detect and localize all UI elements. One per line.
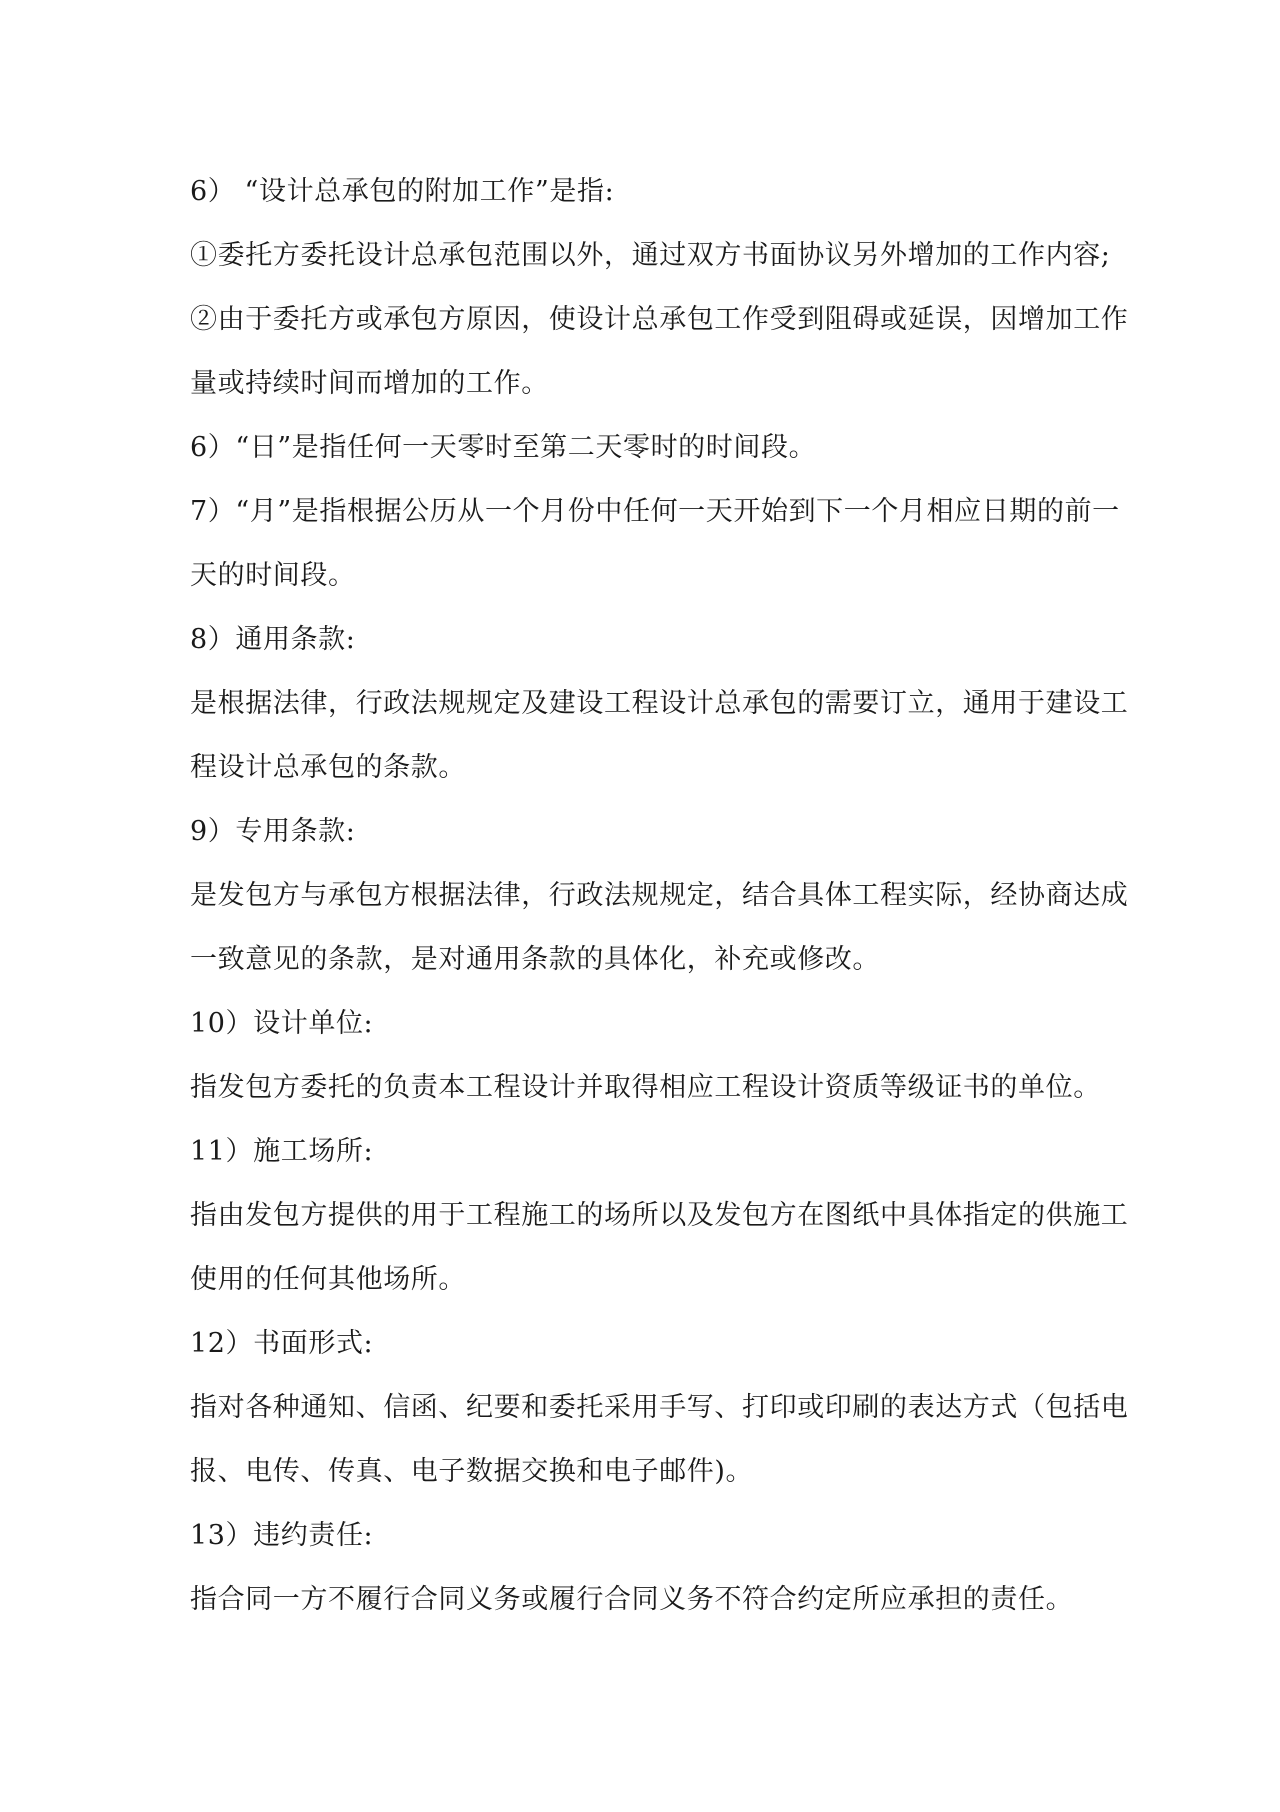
section-heading: 10）设计单位:: [190, 1008, 374, 1039]
text-line: 使用的任何其他场所。: [190, 1264, 466, 1295]
text-line: 指合同一方不履行合同义务或履行合同义务不符合约定所应承担的责任。: [190, 1584, 1074, 1615]
text-line: ①委托方委托设计总承包范围以外，通过双方书面协议另外增加的工作内容;: [190, 240, 1111, 271]
text-line: 指发包方委托的负责本工程设计并取得相应工程设计资质等级证书的单位。: [190, 1072, 1101, 1103]
section-heading: 12）书面形式:: [190, 1328, 374, 1359]
text-line: 天的时间段。: [190, 560, 356, 591]
document-body: [190, 160, 1129, 1632]
text-line: ②由于委托方或承包方原因，使设计总承包工作受到阻碍或延误，因增加工作: [190, 304, 1129, 335]
text-line: 报、电传、传真、电子数据交换和电子邮件)。: [190, 1456, 754, 1487]
text-line: 7）“月”是指根据公历从一个月份中任何一天开始到下一个月相应日期的前一: [190, 496, 1120, 527]
text-line: 是发包方与承包方根据法律，行政法规规定，结合具体工程实际，经协商达成: [190, 880, 1129, 911]
text-line: 6） “设计总承包的附加工作”是指:: [190, 176, 615, 207]
text-line: 量或持续时间而增加的工作。: [190, 368, 549, 399]
text-line: 指由发包方提供的用于工程施工的场所以及发包方在图纸中具体指定的供施工: [190, 1200, 1129, 1231]
text-line: 是根据法律，行政法规规定及建设工程设计总承包的需要订立，通用于建设工: [190, 688, 1129, 719]
section-heading: 13）违约责任:: [190, 1520, 374, 1551]
text-line: 指对各种通知、信函、纪要和委托采用手写、打印或印刷的表达方式（包括电: [190, 1392, 1129, 1423]
text-line: 程设计总承包的条款。: [190, 752, 466, 783]
section-heading: 8）通用条款:: [190, 624, 356, 655]
text-line: 6）“日”是指任何一天零时至第二天零时的时间段。: [190, 432, 817, 463]
section-heading: 9）专用条款:: [190, 816, 356, 847]
section-heading: 11）施工场所:: [190, 1136, 374, 1167]
text-line: 一致意见的条款，是对通用条款的具体化，补充或修改。: [190, 944, 880, 975]
